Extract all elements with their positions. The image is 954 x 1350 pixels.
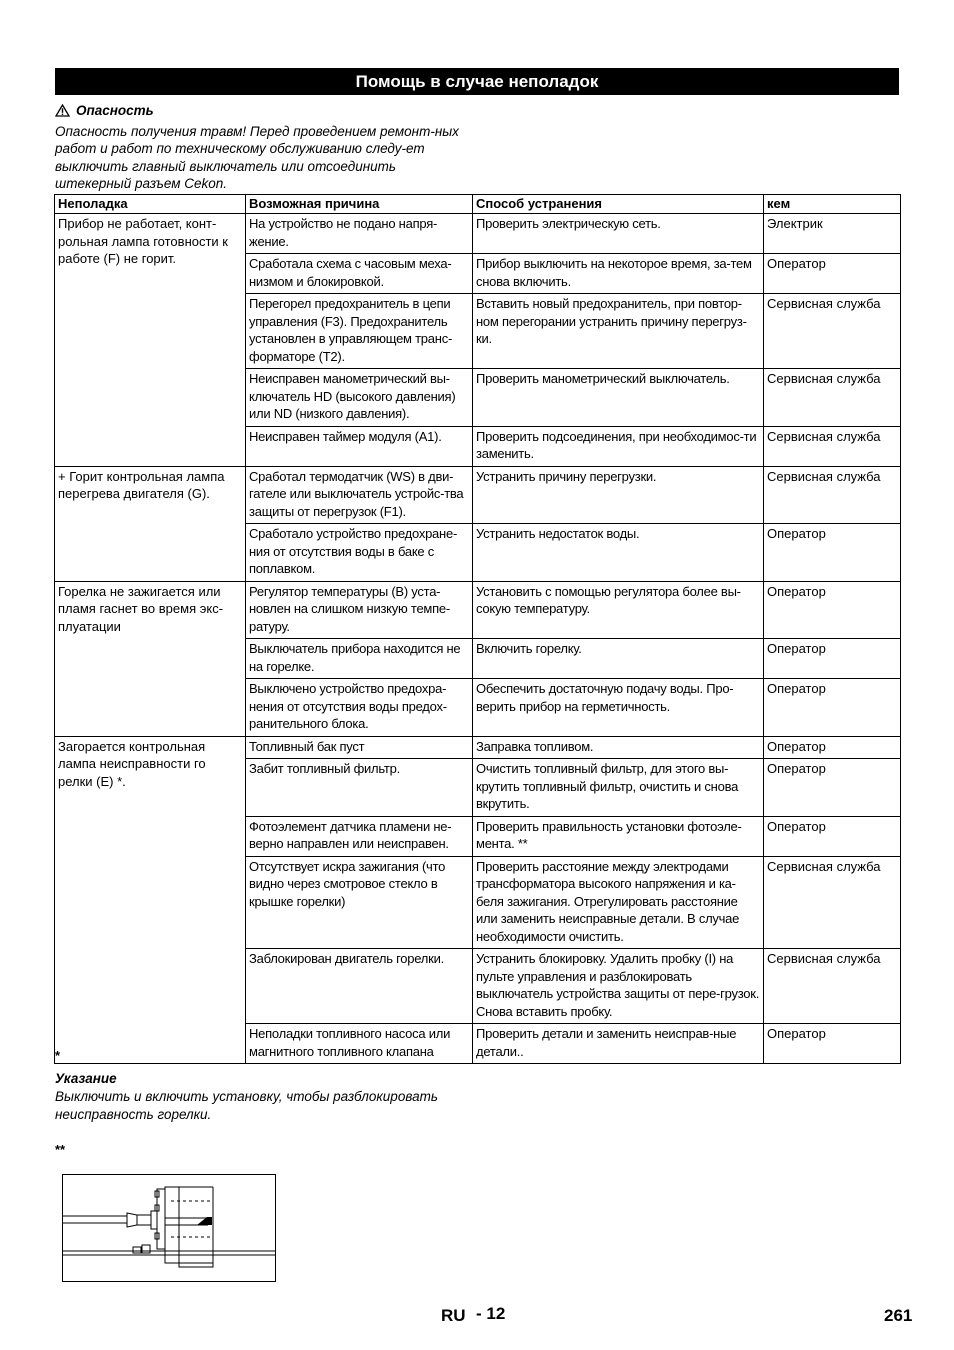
cause-cell: Неполадки топливного насоса или магнитного топливного клапана (246, 1024, 473, 1064)
cause-cell: Забит топливный фильтр. (246, 759, 473, 817)
photocell-diagram (62, 1174, 276, 1282)
responsible-cell: Оператор (764, 1024, 901, 1064)
responsible-cell: Сервисная служба (764, 466, 901, 524)
cause-cell: Топливный бак пуст (246, 736, 473, 759)
column-header-remedy: Способ устранения (473, 195, 764, 214)
danger-title-row (55, 102, 475, 120)
cause-cell: Перегорел предохранитель в цепи управления (F3). Предохранитель установлен в управляющем транс-форматоре (T2). (246, 294, 473, 369)
column-header-who: кем (764, 195, 901, 214)
footnote-marker-single: * (55, 1048, 61, 1063)
remedy-cell: Проверить манометрический выключатель. (473, 369, 764, 427)
responsible-cell: Оператор (764, 581, 901, 639)
cause-cell: Выключено устройство предохра-нения от отсутствия воды предох-ранительного блока. (246, 679, 473, 737)
footer-language: RU (441, 1306, 466, 1325)
footer-page-number: 261 (884, 1306, 913, 1325)
cause-cell: Заблокирован двигатель горелки. (246, 949, 473, 1024)
remedy-cell: Проверить правильность установки фотоэле-мента. ** (473, 816, 764, 856)
table-row (55, 214, 901, 254)
fault-cell: + Горит контрольная лампа перегрева двигателя (G). (55, 466, 246, 581)
warning-triangle-icon (55, 104, 70, 117)
responsible-cell: Оператор (764, 254, 901, 294)
burner-photocell-drawing (63, 1175, 275, 1281)
remedy-cell: Проверить детали и заменить неисправ-ные детали.. (473, 1024, 764, 1064)
responsible-cell: Сервисная служба (764, 426, 901, 466)
remedy-cell: Проверить подсоединения, при необходимос-ти заменить. (473, 426, 764, 466)
remedy-cell: Обеспечить достаточную подачу воды. Про-верить прибор на герметичность. (473, 679, 764, 737)
remedy-cell: Вставить новый предохранитель, при повтор-ном перегорании устранить причину перегруз-ки. (473, 294, 764, 369)
responsible-cell: Оператор (764, 639, 901, 679)
cause-cell: Фотоэлемент датчика пламени не-верно направлен или неисправен. (246, 816, 473, 856)
remedy-cell: Проверить расстояние между электродами трансформатора высокого напряжения и ка-беля зажигания. Отрегулировать расстояние или заменить неисправные детали. В случае необходимости очистить. (473, 856, 764, 949)
remedy-cell: Прибор выключить на некоторое время, за-тем снова включить. (473, 254, 764, 294)
note-title: Указание (55, 1071, 117, 1086)
responsible-cell: Оператор (764, 524, 901, 582)
cause-cell: Сработал термодатчик (WS) в дви-гателе или выключатель устройс-тва защиты от перегрузок (F1). (246, 466, 473, 524)
cause-cell: На устройство не подано напря-жение. (246, 214, 473, 254)
responsible-cell: Сервисная служба (764, 294, 901, 369)
troubleshooting-table (54, 194, 901, 1064)
responsible-cell: Оператор (764, 759, 901, 817)
fault-cell: Прибор не работает, конт-рольная лампа готовности к работе (F) не горит. (55, 214, 246, 467)
table-row (55, 736, 901, 759)
column-header-fault: Неполадка (55, 195, 246, 214)
cause-cell: Неисправен манометрический вы-ключатель HD (высокого давления) или ND (низкого давления). (246, 369, 473, 427)
danger-warning (55, 102, 475, 193)
footnote-marker-double: ** (55, 1142, 66, 1157)
note-block (55, 1070, 485, 1124)
danger-text: Опасность получения травм! Перед проведением ремонт-ных работ и работ по техническому обслуживанию следу-ет выключить главный выключатель или отсоединить штекерный разъем Cekon. (55, 123, 459, 191)
remedy-cell: Заправка топливом. (473, 736, 764, 759)
table-row (55, 466, 901, 524)
danger-title: Опасность (76, 103, 154, 118)
column-header-cause: Возможная причина (246, 195, 473, 214)
cause-cell: Отсутствует искра зажигания (что видно через смотровое стекло в крышке горелки) (246, 856, 473, 949)
footer-section-number: - 12 (476, 1304, 506, 1323)
responsible-cell: Сервисная служба (764, 949, 901, 1024)
responsible-cell: Электрик (764, 214, 901, 254)
cause-cell: Регулятор температуры (B) уста-новлен на слишком низкую темпе-ратуру. (246, 581, 473, 639)
table-row (55, 581, 901, 639)
remedy-cell: Очистить топливный фильтр, для этого вы-крутить топливный фильтр, очистить и снова вкрутить. (473, 759, 764, 817)
responsible-cell: Оператор (764, 816, 901, 856)
responsible-cell: Сервисная служба (764, 856, 901, 949)
table-header-row (55, 195, 901, 214)
section-title-bar (55, 68, 899, 95)
remedy-cell: Проверить электрическую сеть. (473, 214, 764, 254)
remedy-cell: Включить горелку. (473, 639, 764, 679)
cause-cell: Сработало устройство предохране-ния от отсутствия воды в баке с поплавком. (246, 524, 473, 582)
fault-cell: Загорается контрольная лампа неисправности го релки (E) *. (55, 736, 246, 1064)
responsible-cell: Сервисная служба (764, 369, 901, 427)
remedy-cell: Установить с помощью регулятора более вы-сокую температуру. (473, 581, 764, 639)
cause-cell: Неисправен таймер модуля (A1). (246, 426, 473, 466)
remedy-cell: Устранить блокировку. Удалить пробку (I) на пульте управления и разблокировать выключатель устройства защиты от пере-грузок. Снова вставить пробку. (473, 949, 764, 1024)
responsible-cell: Оператор (764, 736, 901, 759)
cause-cell: Сработала схема с часовым меха-низмом и блокировкой. (246, 254, 473, 294)
remedy-cell: Устранить недостаток воды. (473, 524, 764, 582)
responsible-cell: Оператор (764, 679, 901, 737)
note-text: Выключить и включить установку, чтобы разблокировать неисправность горелки. (55, 1089, 438, 1122)
table-body (55, 214, 901, 1064)
cause-cell: Выключатель прибора находится не на горелке. (246, 639, 473, 679)
remedy-cell: Устранить причину перегрузки. (473, 466, 764, 524)
fault-cell: Горелка не зажигается или пламя гаснет во время экс-плуатации (55, 581, 246, 736)
section-title: Помощь в случае неполадок (355, 71, 599, 91)
